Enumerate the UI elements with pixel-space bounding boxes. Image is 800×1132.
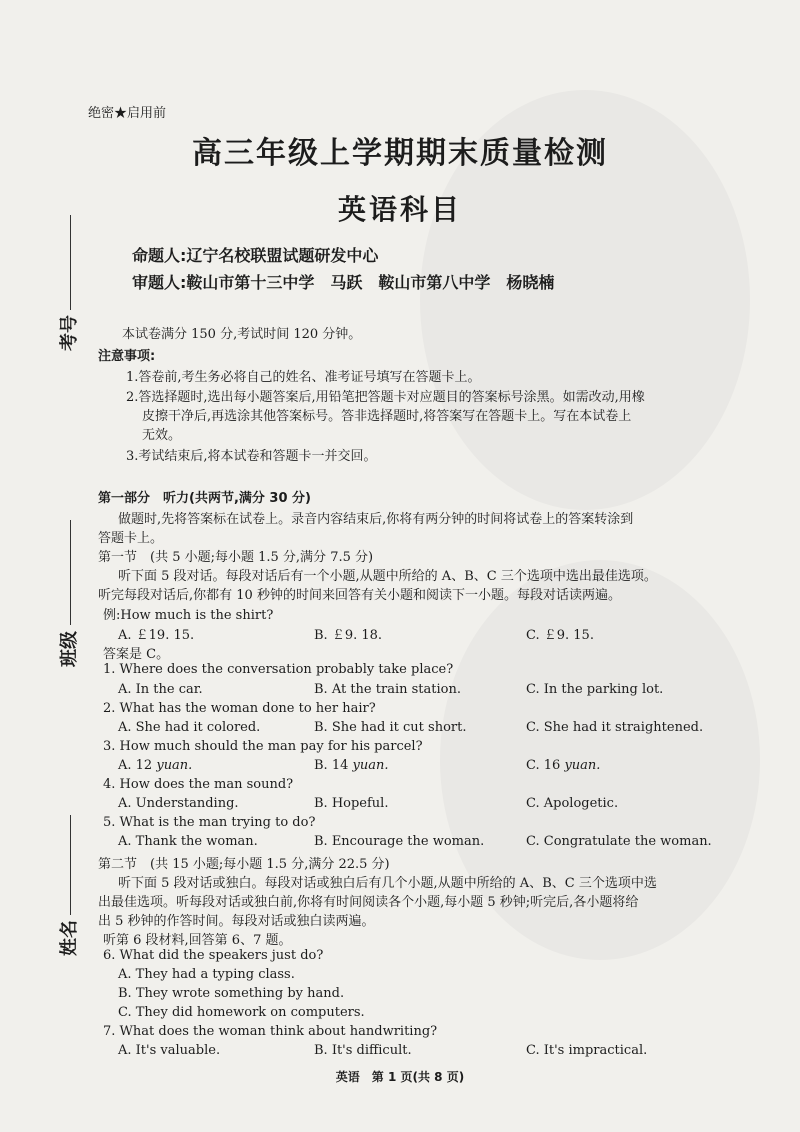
setter-line: 命题人:辽宁名校联盟试题研发中心 <box>132 246 379 265</box>
example-answer: 答案是 C。 <box>103 647 170 662</box>
confidential-mark: 绝密★启用前 <box>88 106 167 121</box>
note-item: 2.答选择题时,选出每小题答案后,用铅笔把答题卡对应题目的答案标号涂黑。如需改动,用橡 <box>126 390 645 405</box>
exam-subject: 英语科目 <box>337 193 462 226</box>
question-3: 3. How much should the man pay for his parcel? <box>103 739 423 754</box>
currency-unit: yuan. <box>564 758 601 773</box>
q5-option-a: A. Thank the woman. <box>118 834 258 849</box>
q5-option-c: C. Congratulate the woman. <box>526 834 712 849</box>
q4-option-b: B. Hopeful. <box>314 796 389 811</box>
reviewer-line: 审题人:鞍山市第十三中学 马跃 鞍山市第八中学 杨晓楠 <box>132 273 555 292</box>
part1-instruction: 答题卡上。 <box>98 531 164 546</box>
question-1: 1. Where does the conversation probably take place? <box>103 662 454 677</box>
exam-title: 高三年级上学期期末质量检测 <box>192 136 608 171</box>
q2-option-b: B. She had it cut short. <box>314 720 467 735</box>
note-item: 皮擦干净后,再选涂其他答案标号。答非选择题时,将答案写在答题卡上。写在本试卷上 <box>142 409 632 424</box>
q6-option-a: A. They had a typing class. <box>118 967 295 982</box>
section2-heading: 第二节 (共 15 小题;每小题 1.5 分,满分 22.5 分) <box>98 857 390 872</box>
q1-option-a: A. In the car. <box>118 682 203 697</box>
q1-option-b: B. At the train station. <box>314 682 461 697</box>
page-footer: 英语 第 1 页(共 8 页) <box>335 1070 465 1084</box>
section2-instruction: 出 5 秒钟的作答时间。每段对话或独白读两遍。 <box>98 914 375 929</box>
q4-option-a: A. Understanding. <box>118 796 239 811</box>
note-item: 3.考试结束后,将本试卷和答题卡一并交回。 <box>126 449 377 464</box>
question-7: 7. What does the woman think about handwriting? <box>103 1024 438 1039</box>
section2-instruction: 听下面 5 段对话或独白。每段对话或独白后有几个小题,从题中所给的 A、B、C 三个选项中选 <box>118 876 657 891</box>
question-5: 5. What is the man trying to do? <box>103 815 316 830</box>
question-2: 2. What has the woman done to her hair? <box>103 701 376 716</box>
example-option-a: A. ￡19. 15. <box>118 628 195 643</box>
class-line <box>70 520 71 625</box>
q3-option-c: C. 16 yuan. <box>526 758 601 773</box>
q4-option-c: C. Apologetic. <box>526 796 619 811</box>
section1-instruction: 听完每段对话后,你都有 10 秒钟的时间来回答有关小题和阅读下一小题。每段对话读两遍。 <box>98 588 621 603</box>
notes-heading: 注意事项: <box>98 349 156 364</box>
class-label: 班级 <box>59 631 80 667</box>
currency-unit: yuan. <box>352 758 389 773</box>
currency-unit: yuan. <box>156 758 193 773</box>
q3-option-b: B. 14 yuan. <box>314 758 389 773</box>
q1-option-c: C. In the parking lot. <box>526 682 664 697</box>
exam-no-label: 考号 <box>59 315 80 351</box>
example-option-c: C. ￡9. 15. <box>526 628 594 643</box>
example-question: 例:How much is the shirt? <box>103 608 274 623</box>
section2-instruction: 出最佳选项。听每段对话或独白前,你将有时间阅读各个小题,每小题 5 秒钟;听完后,各小题将给 <box>98 895 639 910</box>
part1-instruction: 做题时,先将答案标在试卷上。录音内容结束后,你将有两分钟的时间将试卷上的答案转涂到 <box>118 512 634 527</box>
part1-heading: 第一部分 听力(共两节,满分 30 分) <box>98 491 311 506</box>
q2-option-c: C. She had it straightened. <box>526 720 704 735</box>
name-label: 姓名 <box>59 920 80 956</box>
q7-option-b: B. It's difficult. <box>314 1043 412 1058</box>
q3-option-a: A. 12 yuan. <box>118 758 193 773</box>
question-6: 6. What did the speakers just do? <box>103 948 324 963</box>
q7-option-c: C. It's impractical. <box>526 1043 648 1058</box>
note-item: 无效。 <box>142 428 182 443</box>
section1-instruction: 听下面 5 段对话。每段对话后有一个小题,从题中所给的 A、B、C 三个选项中选出最佳选项。 <box>118 569 657 584</box>
intro-text: 本试卷满分 150 分,考试时间 120 分钟。 <box>122 327 362 342</box>
exam-no-line <box>70 215 71 310</box>
example-option-b: B. ￡9. 18. <box>314 628 383 643</box>
material-note: 听第 6 段材料,回答第 6、7 题。 <box>103 933 292 948</box>
q5-option-b: B. Encourage the woman. <box>314 834 485 849</box>
q6-option-b: B. They wrote something by hand. <box>118 986 345 1001</box>
name-line <box>70 815 71 915</box>
q6-option-c: C. They did homework on computers. <box>118 1005 365 1020</box>
section1-heading: 第一节 (共 5 小题;每小题 1.5 分,满分 7.5 分) <box>98 550 374 565</box>
q2-option-a: A. She had it colored. <box>118 720 261 735</box>
note-item: 1.答卷前,考生务必将自己的姓名、准考证号填写在答题卡上。 <box>126 370 481 385</box>
question-4: 4. How does the man sound? <box>103 777 294 792</box>
q7-option-a: A. It's valuable. <box>118 1043 221 1058</box>
